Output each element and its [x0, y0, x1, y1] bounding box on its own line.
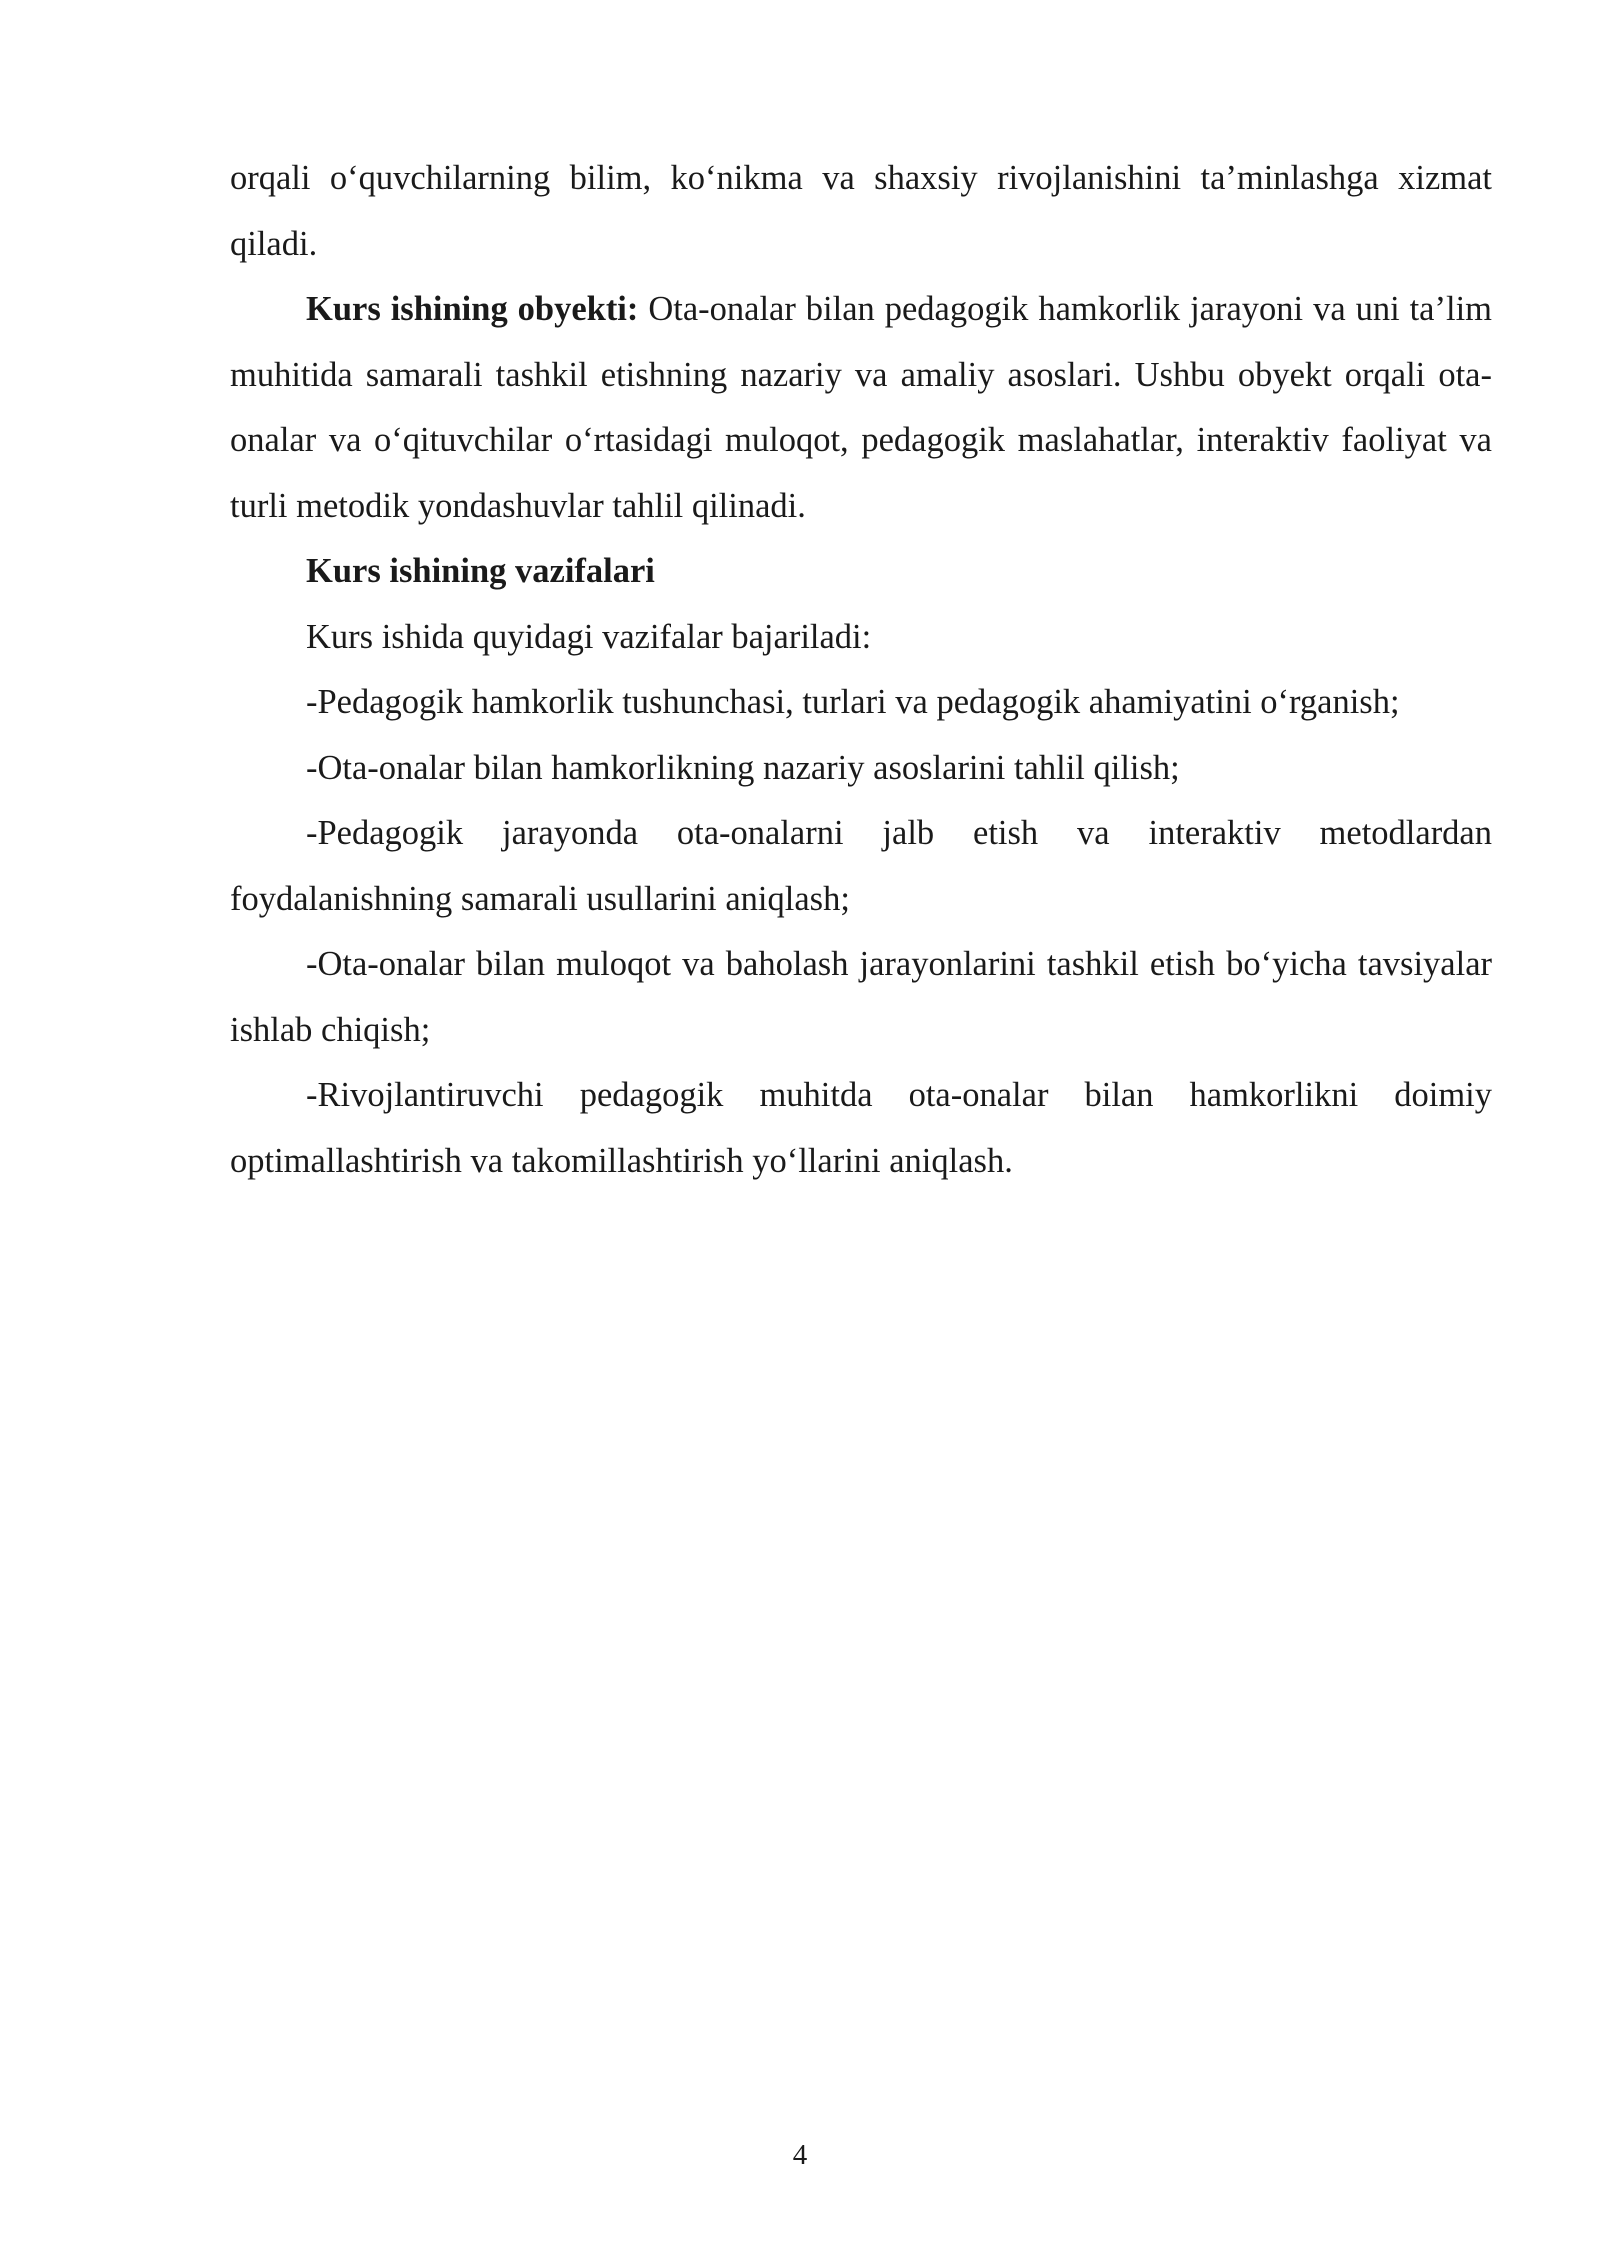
task-item-text: -Ota-onalar bilan muloqot va baholash jarayonlarini tashkil etish bo‘yicha tavsiyalar ishlab chiqish;	[230, 945, 1492, 1049]
task-item-text: -Pedagogik jarayonda ota-onalarni jalb etish va interaktiv metodlardan foydalanishning samarali usullarini aniqlash;	[230, 814, 1492, 918]
task-item	[230, 932, 1492, 1063]
section-heading-tasks	[230, 539, 1492, 605]
task-item-text: -Ota-onalar bilan hamkorlikning nazariy asoslarini tahlil qilish;	[306, 748, 1180, 787]
paragraph-object	[230, 277, 1492, 539]
task-item-text: -Rivojlantiruvchi pedagogik muhitda ota-onalar bilan hamkorlikni doimiy optimallashtirish va takomillashtirish yo‘llarini aniqlash.	[230, 1076, 1492, 1180]
page-body	[230, 146, 1492, 1194]
task-item	[230, 670, 1492, 736]
section-heading-tasks-text: Kurs ishining vazifalari	[306, 552, 655, 590]
page-number: 4	[792, 2139, 808, 2171]
paragraph-continuation	[230, 146, 1492, 277]
section-heading-object: Kurs ishining obyekti:	[306, 290, 639, 328]
task-item-text: -Pedagogik hamkorlik tushunchasi, turlari va pedagogik ahamiyatini o‘rganish;	[306, 683, 1400, 721]
paragraph-text: Ota-onalar bilan pedagogik hamkorlik jarayoni va uni ta’lim muhitida samarali tashkil etishning nazariy va amaliy asoslari. Ushbu obyekt orqali ota-onalar va o‘qituvchilar o‘rtasidagi muloqot, pedagogik maslahatlar, interaktiv faoliyat va turli metodik yondashuvlar tahlil qilinadi.	[230, 290, 1492, 525]
paragraph-text: Kurs ishida quyidagi vazifalar bajariladi:	[306, 617, 872, 656]
paragraph-text: orqali o‘quvchilarning bilim, ko‘nikma va shaxsiy rivojlanishini ta’minlashga xizmat qiladi.	[230, 159, 1492, 263]
task-item	[230, 736, 1492, 802]
paragraph-tasks-intro	[230, 605, 1492, 671]
task-item	[230, 801, 1492, 932]
task-item	[230, 1063, 1492, 1194]
